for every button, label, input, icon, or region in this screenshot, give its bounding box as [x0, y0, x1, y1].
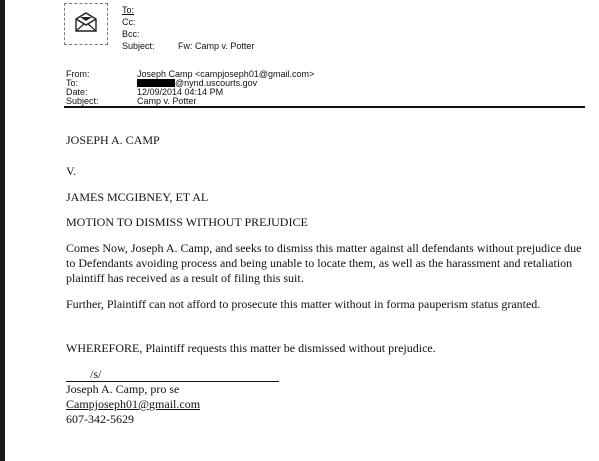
motion-title: MOTION TO DISMISS WITHOUT PREJUDICE — [66, 215, 308, 229]
paragraph-1: Comes Now, Joseph A. Camp, and seeks to dismiss this matter against all defendants without prejudice due to Defendants avoiding process and being unable to locate them, as well as the harassment and retaliation plaintiff has received as a result of filing this suit. — [66, 241, 582, 285]
signature-mark: /s/ — [90, 367, 102, 381]
compose-subject-label: Subject: — [122, 41, 155, 51]
to-address: @nynd.uscourts.gov — [175, 78, 258, 88]
plaintiff-name: JOSEPH A. CAMP — [66, 133, 160, 147]
from-value: Joseph Camp <campjoseph01@gmail.com> — [137, 69, 315, 79]
to-label: To: — [66, 78, 79, 88]
page-edge — [0, 0, 5, 461]
header-divider — [64, 106, 585, 108]
subject-label: Subject: — [66, 96, 99, 106]
subject-value: Camp v. Potter — [137, 96, 197, 106]
signer-name: Joseph A. Camp, pro se — [66, 382, 180, 396]
defendant-name: JAMES MCGIBNEY, ET AL — [66, 190, 209, 204]
compose-subject-value: Fw: Camp v. Potter — [178, 41, 255, 51]
paragraph-3: WHEREFORE, Plaintiff requests this matter be dismissed without prejudice. — [66, 341, 436, 355]
compose-cc-label: Cc: — [122, 17, 136, 27]
signer-phone: 607-342-5629 — [66, 412, 134, 426]
compose-to-label: To: — [122, 5, 135, 15]
paragraph-2: Further, Plaintiff can not afford to prosecute this matter without in forma pauperism status granted. — [66, 297, 541, 311]
envelope-icon — [64, 3, 108, 45]
date-value: 12/09/2014 04:14 PM — [137, 87, 224, 97]
signer-email-link[interactable]: Campjoseph01@gmail.com — [66, 397, 201, 411]
compose-bcc-label: Bcc: — [122, 29, 140, 39]
redaction-bar — [137, 79, 175, 87]
date-label: Date: — [66, 87, 88, 97]
versus: V. — [66, 164, 77, 178]
from-label: From: — [66, 69, 90, 79]
